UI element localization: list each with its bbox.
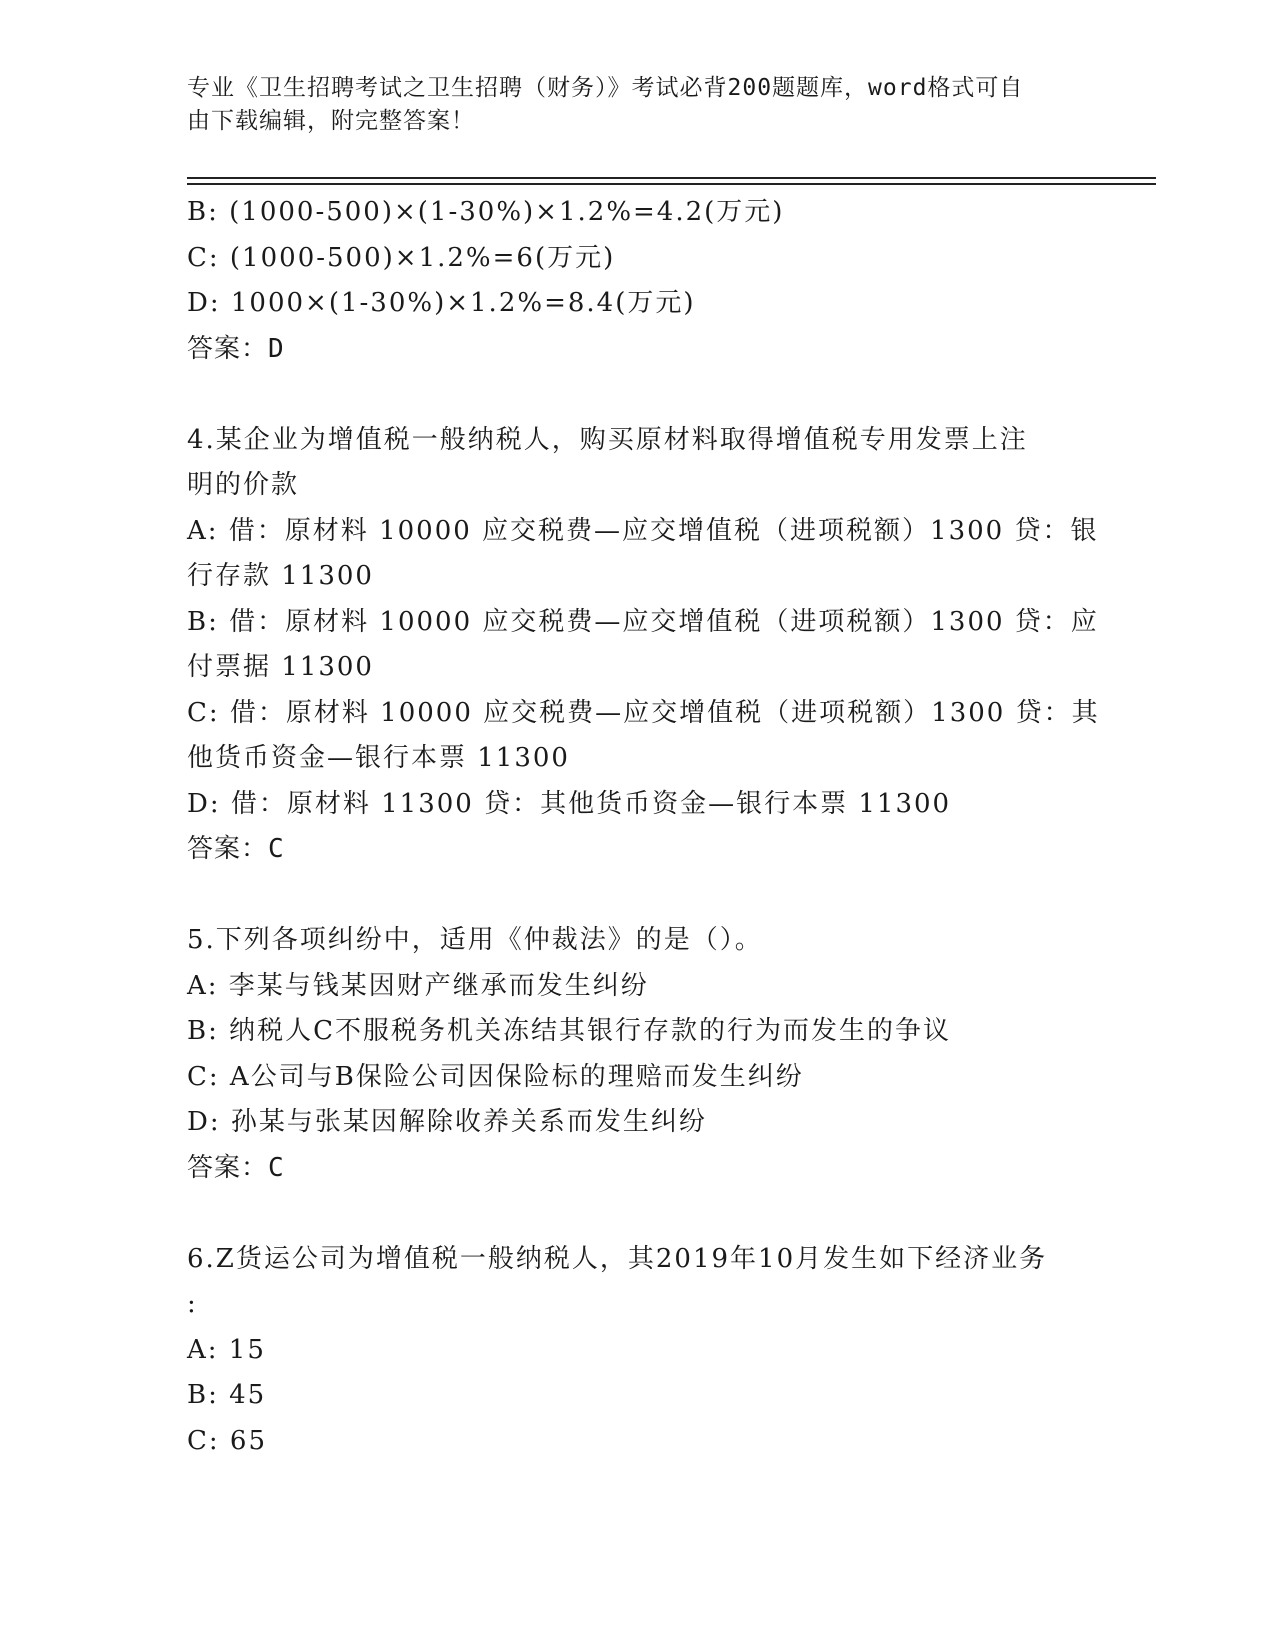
spacer (187, 873, 1087, 919)
question-3-option-d: D: 1000×(1-30%)×1.2%=8.4(万元) (187, 288, 696, 318)
question-6-stem-line-2: : (187, 1289, 198, 1319)
question-5-option-b: B: 纳税人C不服税务机关冻结其银行存款的行为而发生的争议 (187, 1016, 952, 1046)
question-5-option-c: C: A公司与B保险公司因保险标的理赔而发生纠纷 (187, 1061, 804, 1092)
question-4-option-b-line-2: 付票据 11300 (187, 652, 374, 682)
header-divider-top (187, 177, 1156, 179)
question-3-answer: 答案：D (187, 333, 285, 364)
question-4-option-a-line-1: A: 借：原材料 10000 应交税费—应交增值税（进项税额）1300 贷：银 (187, 515, 1099, 546)
question-4-option-c-line-1: C: 借：原材料 10000 应交税费—应交增值税（进项税额）1300 贷：其 (187, 697, 1100, 728)
question-4-option-b-line-1: B: 借：原材料 10000 应交税费—应交增值税（进项税额）1300 贷：应 (187, 606, 1099, 637)
question-3-option-b: B: (1000-500)×(1-30%)×1.2%=4.2(万元) (187, 197, 785, 227)
question-4-stem-line-1: 4.某企业为增值税一般纳税人，购买原材料取得增值税专用发票上注 (187, 424, 1028, 455)
question-4 (187, 418, 1100, 873)
question-6-stem-line-1: 6.Z货运公司为增值税一般纳税人，其2019年10月发生如下经济业务 (187, 1243, 1048, 1274)
question-4-option-a-line-2: 行存款 11300 (187, 561, 374, 591)
question-5-answer: 答案：C (187, 1152, 285, 1183)
question-5-option-a: A: 李某与钱某因财产继承而发生纠纷 (187, 970, 649, 1001)
document-header (187, 72, 1067, 138)
question-6-option-c: C: 65 (187, 1425, 268, 1456)
header-title-line-1: 专业《卫生招聘考试之卫生招聘（财务）》考试必背200题题库，word格式可自 (187, 75, 1024, 101)
question-4-answer: 答案：C (187, 834, 285, 864)
spacer (187, 1191, 1087, 1237)
question-4-stem-line-2: 明的价款 (187, 470, 300, 500)
question-6-option-a: A: 15 (187, 1334, 266, 1365)
question-6 (187, 1237, 1087, 1465)
question-5-stem: 5.下列各项纠纷中，适用《仲裁法》的是（）。 (187, 925, 763, 955)
question-5 (187, 918, 1087, 1191)
header-divider-bottom (187, 183, 1156, 185)
question-6-option-b: B: 45 (187, 1380, 267, 1410)
question-5-option-d: D: 孙某与张某因解除收养关系而发生纠纷 (187, 1107, 707, 1137)
question-3 (187, 190, 1087, 372)
question-4-option-c-line-2: 他货币资金—银行本票 11300 (187, 743, 570, 773)
question-4-option-d: D: 借：原材料 11300 贷：其他货币资金—银行本票 11300 (187, 788, 952, 819)
question-3-option-c: C: (1000-500)×1.2%=6(万元) (187, 242, 616, 273)
header-title-line-2: 由下载编辑，附完整答案！ (187, 108, 475, 134)
question-list (187, 190, 1100, 1464)
spacer (187, 372, 1087, 418)
